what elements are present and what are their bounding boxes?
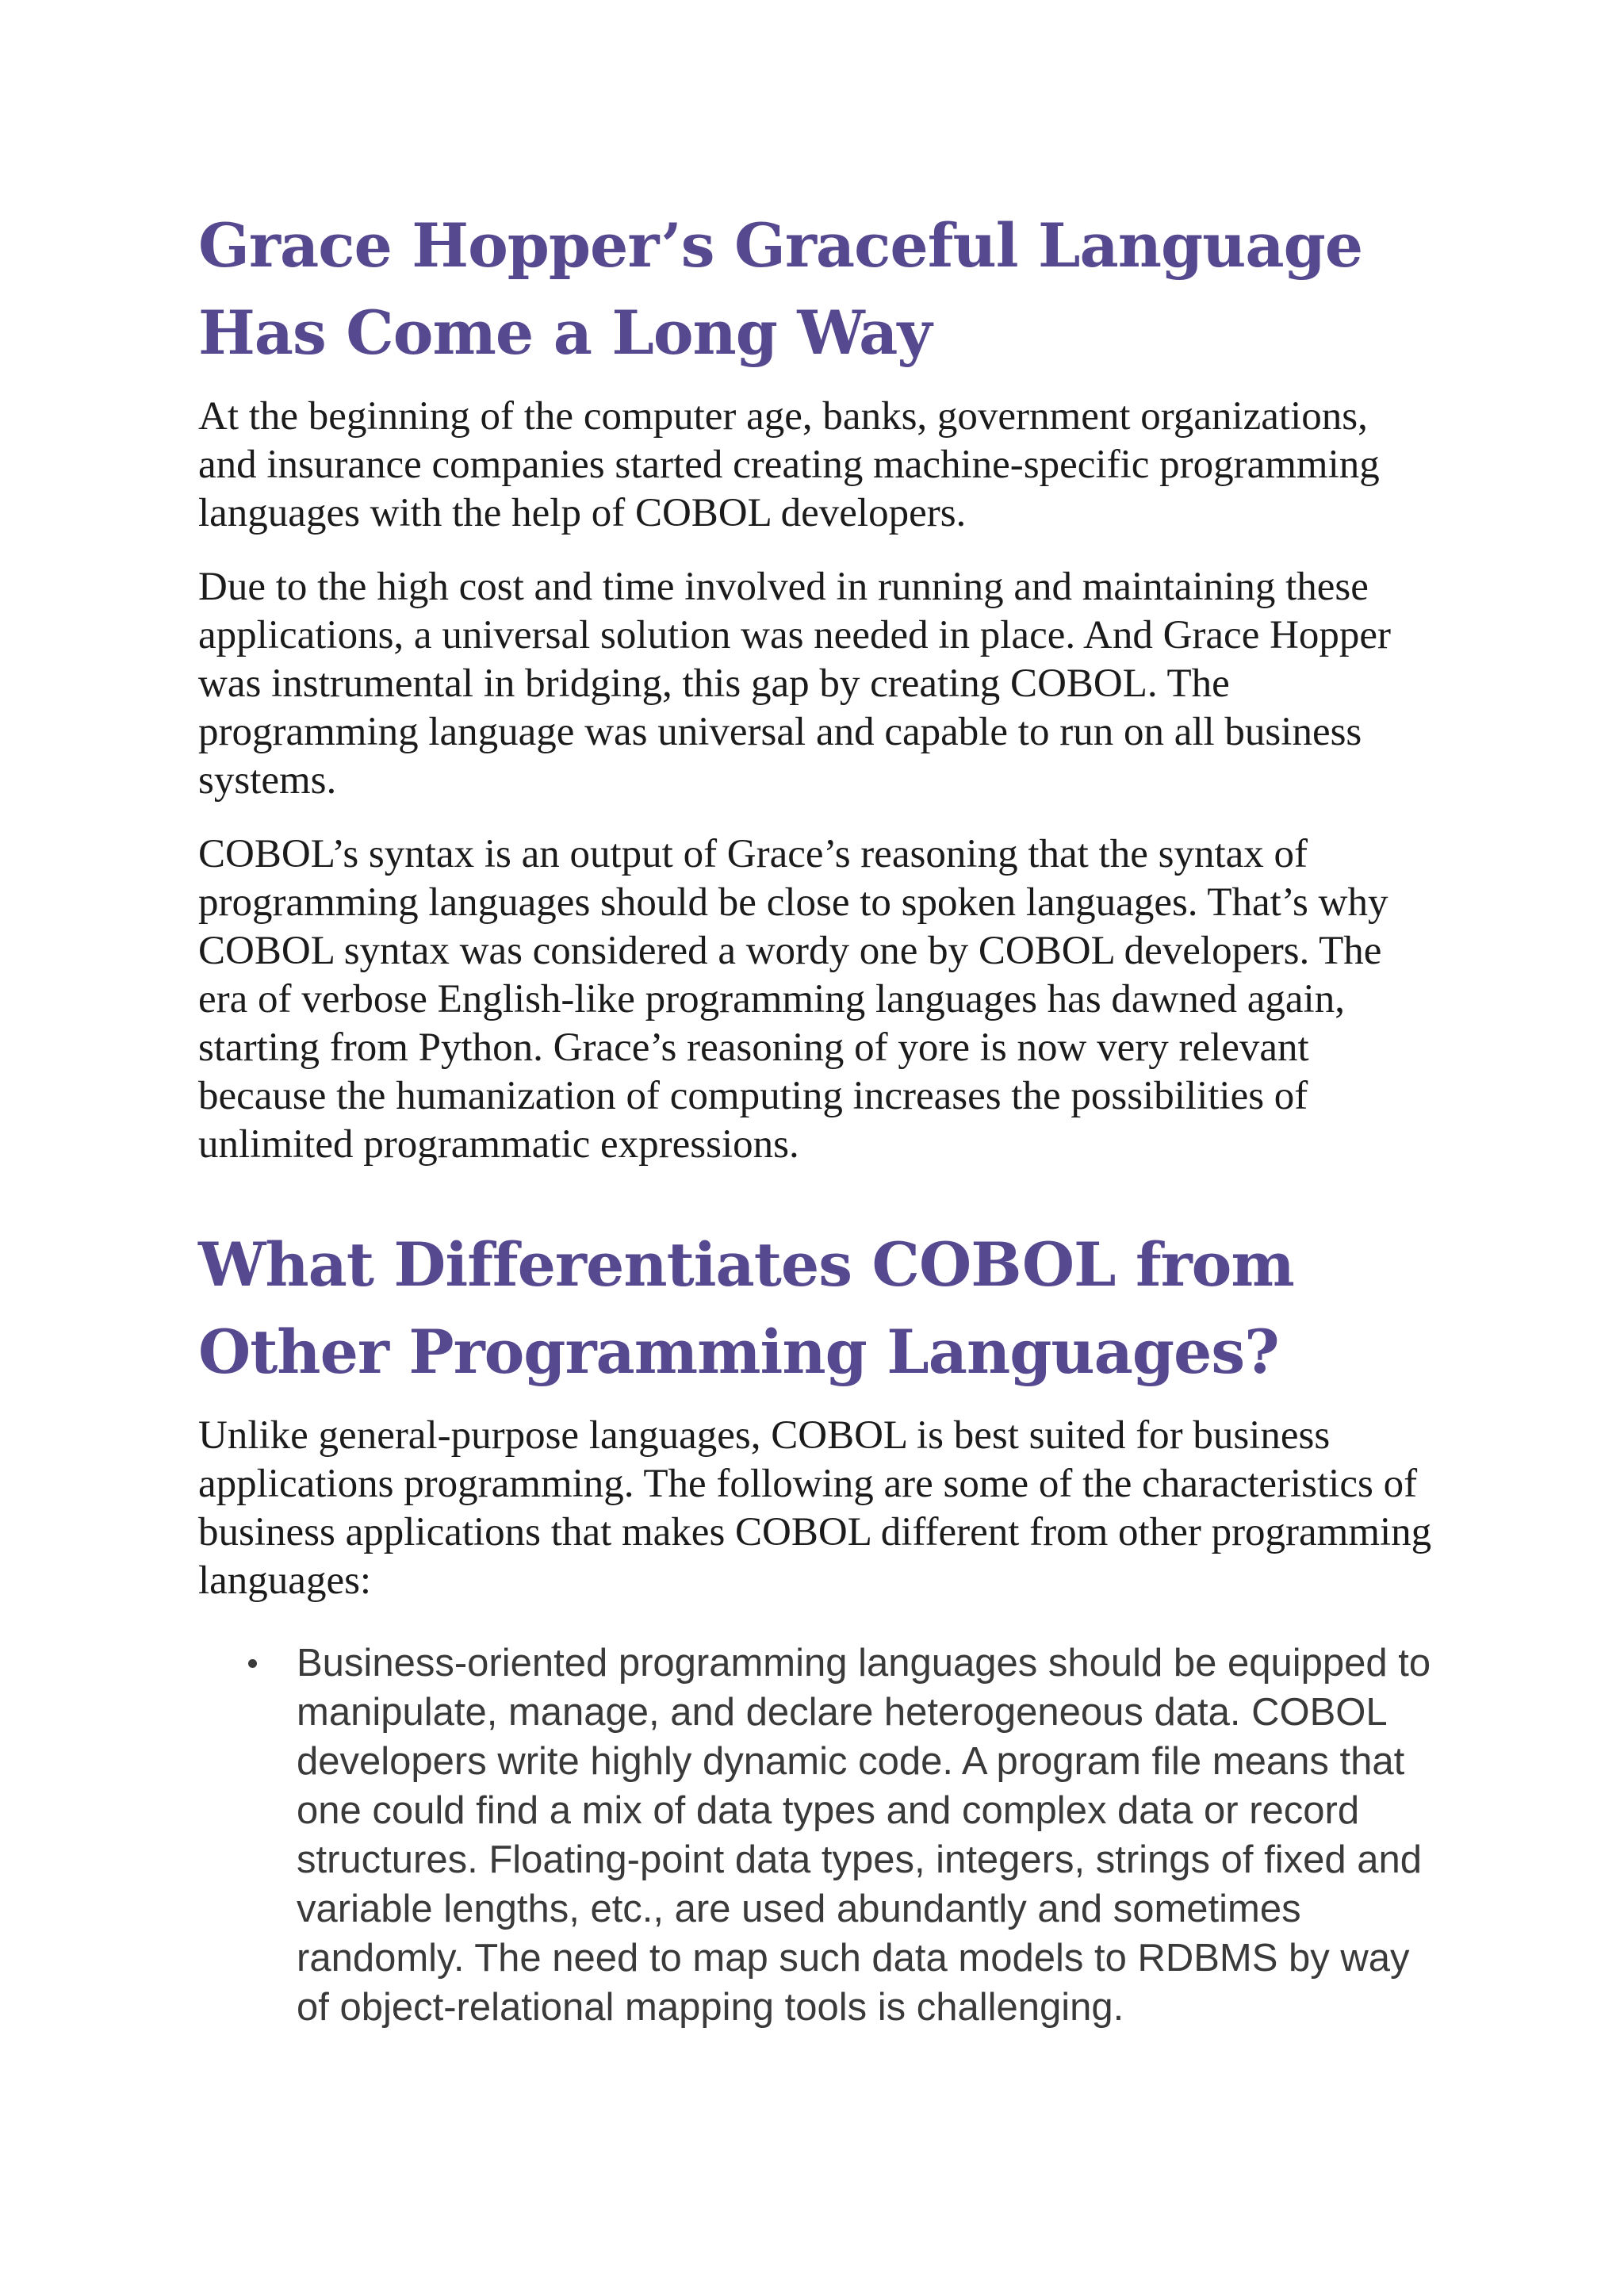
characteristics-list [198, 1639, 1435, 2032]
list-item-text: Business-oriented programming languages should be equipped to manipulate, manage, and declare heterogeneous data. COBOL developers write highly dynamic code. A program file means that one could find a mix of data types and complex data or record structures. Floating-point data types, integers, strings of fixed and variable lengths, etc., are used abundantly and sometimes randomly. The need to map such data models to RDBMS by way of object-relational mapping tools is challenging. [297, 1642, 1431, 2029]
document-page [198, 202, 1435, 2032]
section2-intro: Unlike general-purpose languages, COBOL is best suited for business applications programming. The following are some of the characteristics of business applications that makes COBOL different from other programming languages: [198, 1413, 1432, 1603]
section1-heading: Grace Hopper’s Graceful Language Has Come a Long Way [198, 210, 1363, 368]
section2-heading: What Differentiates COBOL from Other Programming Languages? [198, 1229, 1294, 1387]
section1-paragraph-2: Due to the high cost and time involved in running and maintaining these applications, a universal solution was needed in place. And Grace Hopper was instrumental in bridging, this gap by creating COBOL. The programming language was universal and capable to run on all business systems. [198, 565, 1392, 803]
list-item [297, 1639, 1435, 2032]
section1-paragraph-1: At the beginning of the computer age, banks, government organizations, and insurance companies started creating machine-specific programming languages with the help of COBOL developers. [198, 394, 1380, 535]
section1-paragraph-3: COBOL’s syntax is an output of Grace’s reasoning that the syntax of programming languages should be close to spoken languages. That’s why COBOL syntax was considered a wordy one by COBOL developers. The era of verbose English-like programming languages has dawned again, starting from Python. Grace’s reasoning of yore is now very relevant because the humanization of computing increases the possibilities of unlimited programmatic expressions. [198, 832, 1388, 1167]
bullet-icon [248, 1659, 257, 1668]
